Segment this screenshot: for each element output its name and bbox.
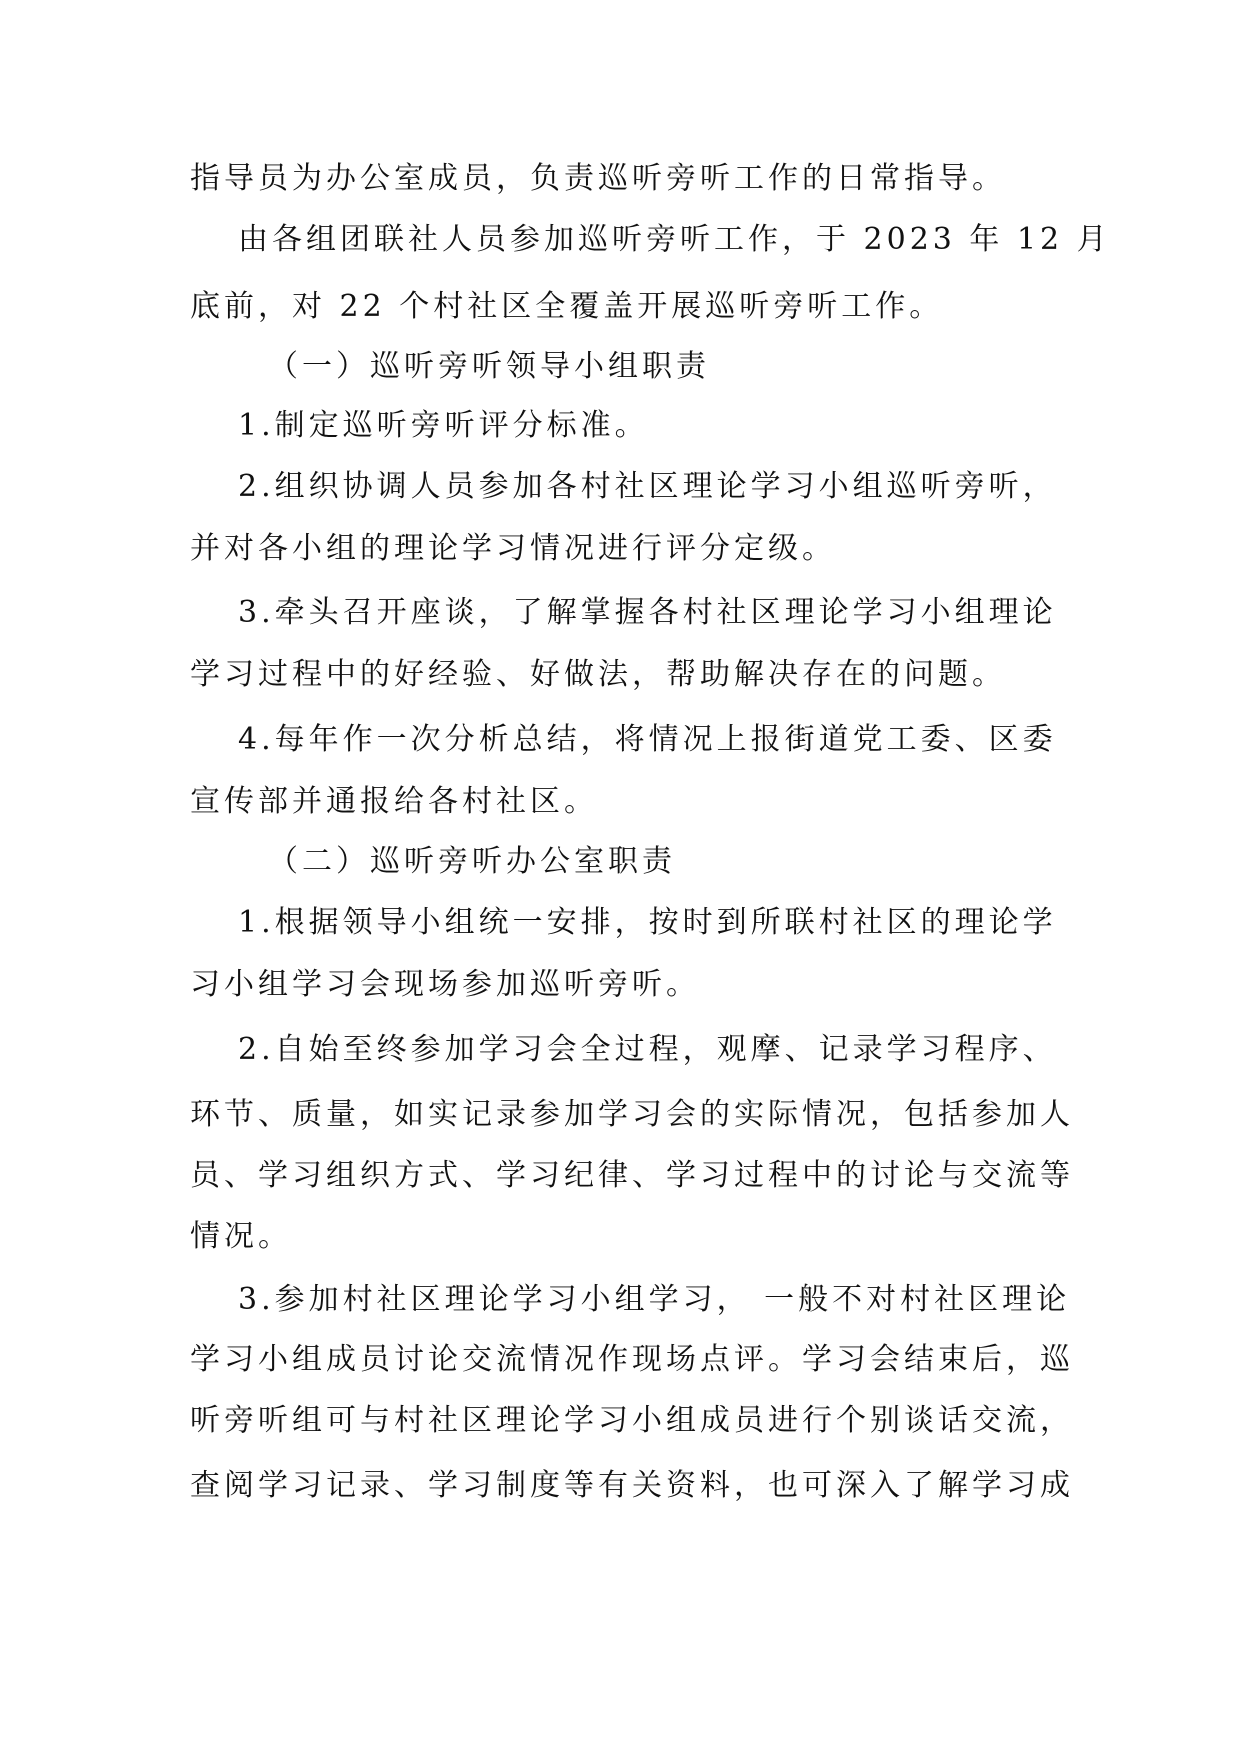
text-line: 环节、质量，如实记录参加学习会的实际情况，包括参加人 [190,1097,1074,1132]
text-line: 学习小组成员讨论交流情况作现场点评。学习会结束后，巡 [190,1342,1074,1377]
section-heading: （一）巡听旁听领导小组职责 [268,349,710,384]
list-item: 3.牵头召开座谈，了解掌握各村社区理论学习小组理论 [238,595,1057,630]
list-item: 3.参加村社区理论学习小组学习， 一般不对村社区理论 [238,1282,1071,1317]
section-heading: （二）巡听旁听办公室职责 [268,844,676,879]
list-item: 2.组织协调人员参加各村社区理论学习小组巡听旁听， [238,469,1057,504]
text-line: 宣传部并通报给各村社区。 [190,784,598,819]
text-line: 由各组团联社人员参加巡听旁听工作，于 2023 年 12 月 [238,222,1111,257]
text-line: 并对各小组的理论学习情况进行评分定级。 [190,531,836,566]
text-line: 听旁听组可与村社区理论学习小组成员进行个别谈话交流， [190,1403,1074,1438]
list-item: 4.每年作一次分析总结，将情况上报街道党工委、区委 [238,722,1057,757]
text-line: 员、学习组织方式、学习纪律、学习过程中的讨论与交流等 [190,1158,1074,1193]
list-item: 1.制定巡听旁听评分标准。 [238,408,649,443]
text-line: 习小组学习会现场参加巡听旁听。 [190,967,700,1002]
list-item: 1.根据领导小组统一安排，按时到所联村社区的理论学 [238,905,1057,940]
list-item: 2.自始至终参加学习会全过程，观摩、记录学习程序、 [238,1032,1057,1067]
text-line: 情况。 [190,1219,292,1254]
text-line: 查阅学习记录、学习制度等有关资料，也可深入了解学习成 [190,1468,1074,1503]
text-line: 底前，对 22 个村社区全覆盖开展巡听旁听工作。 [190,289,944,324]
text-line: 指导员为办公室成员，负责巡听旁听工作的日常指导。 [190,161,1006,196]
text-line: 学习过程中的好经验、好做法，帮助解决存在的问题。 [190,657,1006,692]
